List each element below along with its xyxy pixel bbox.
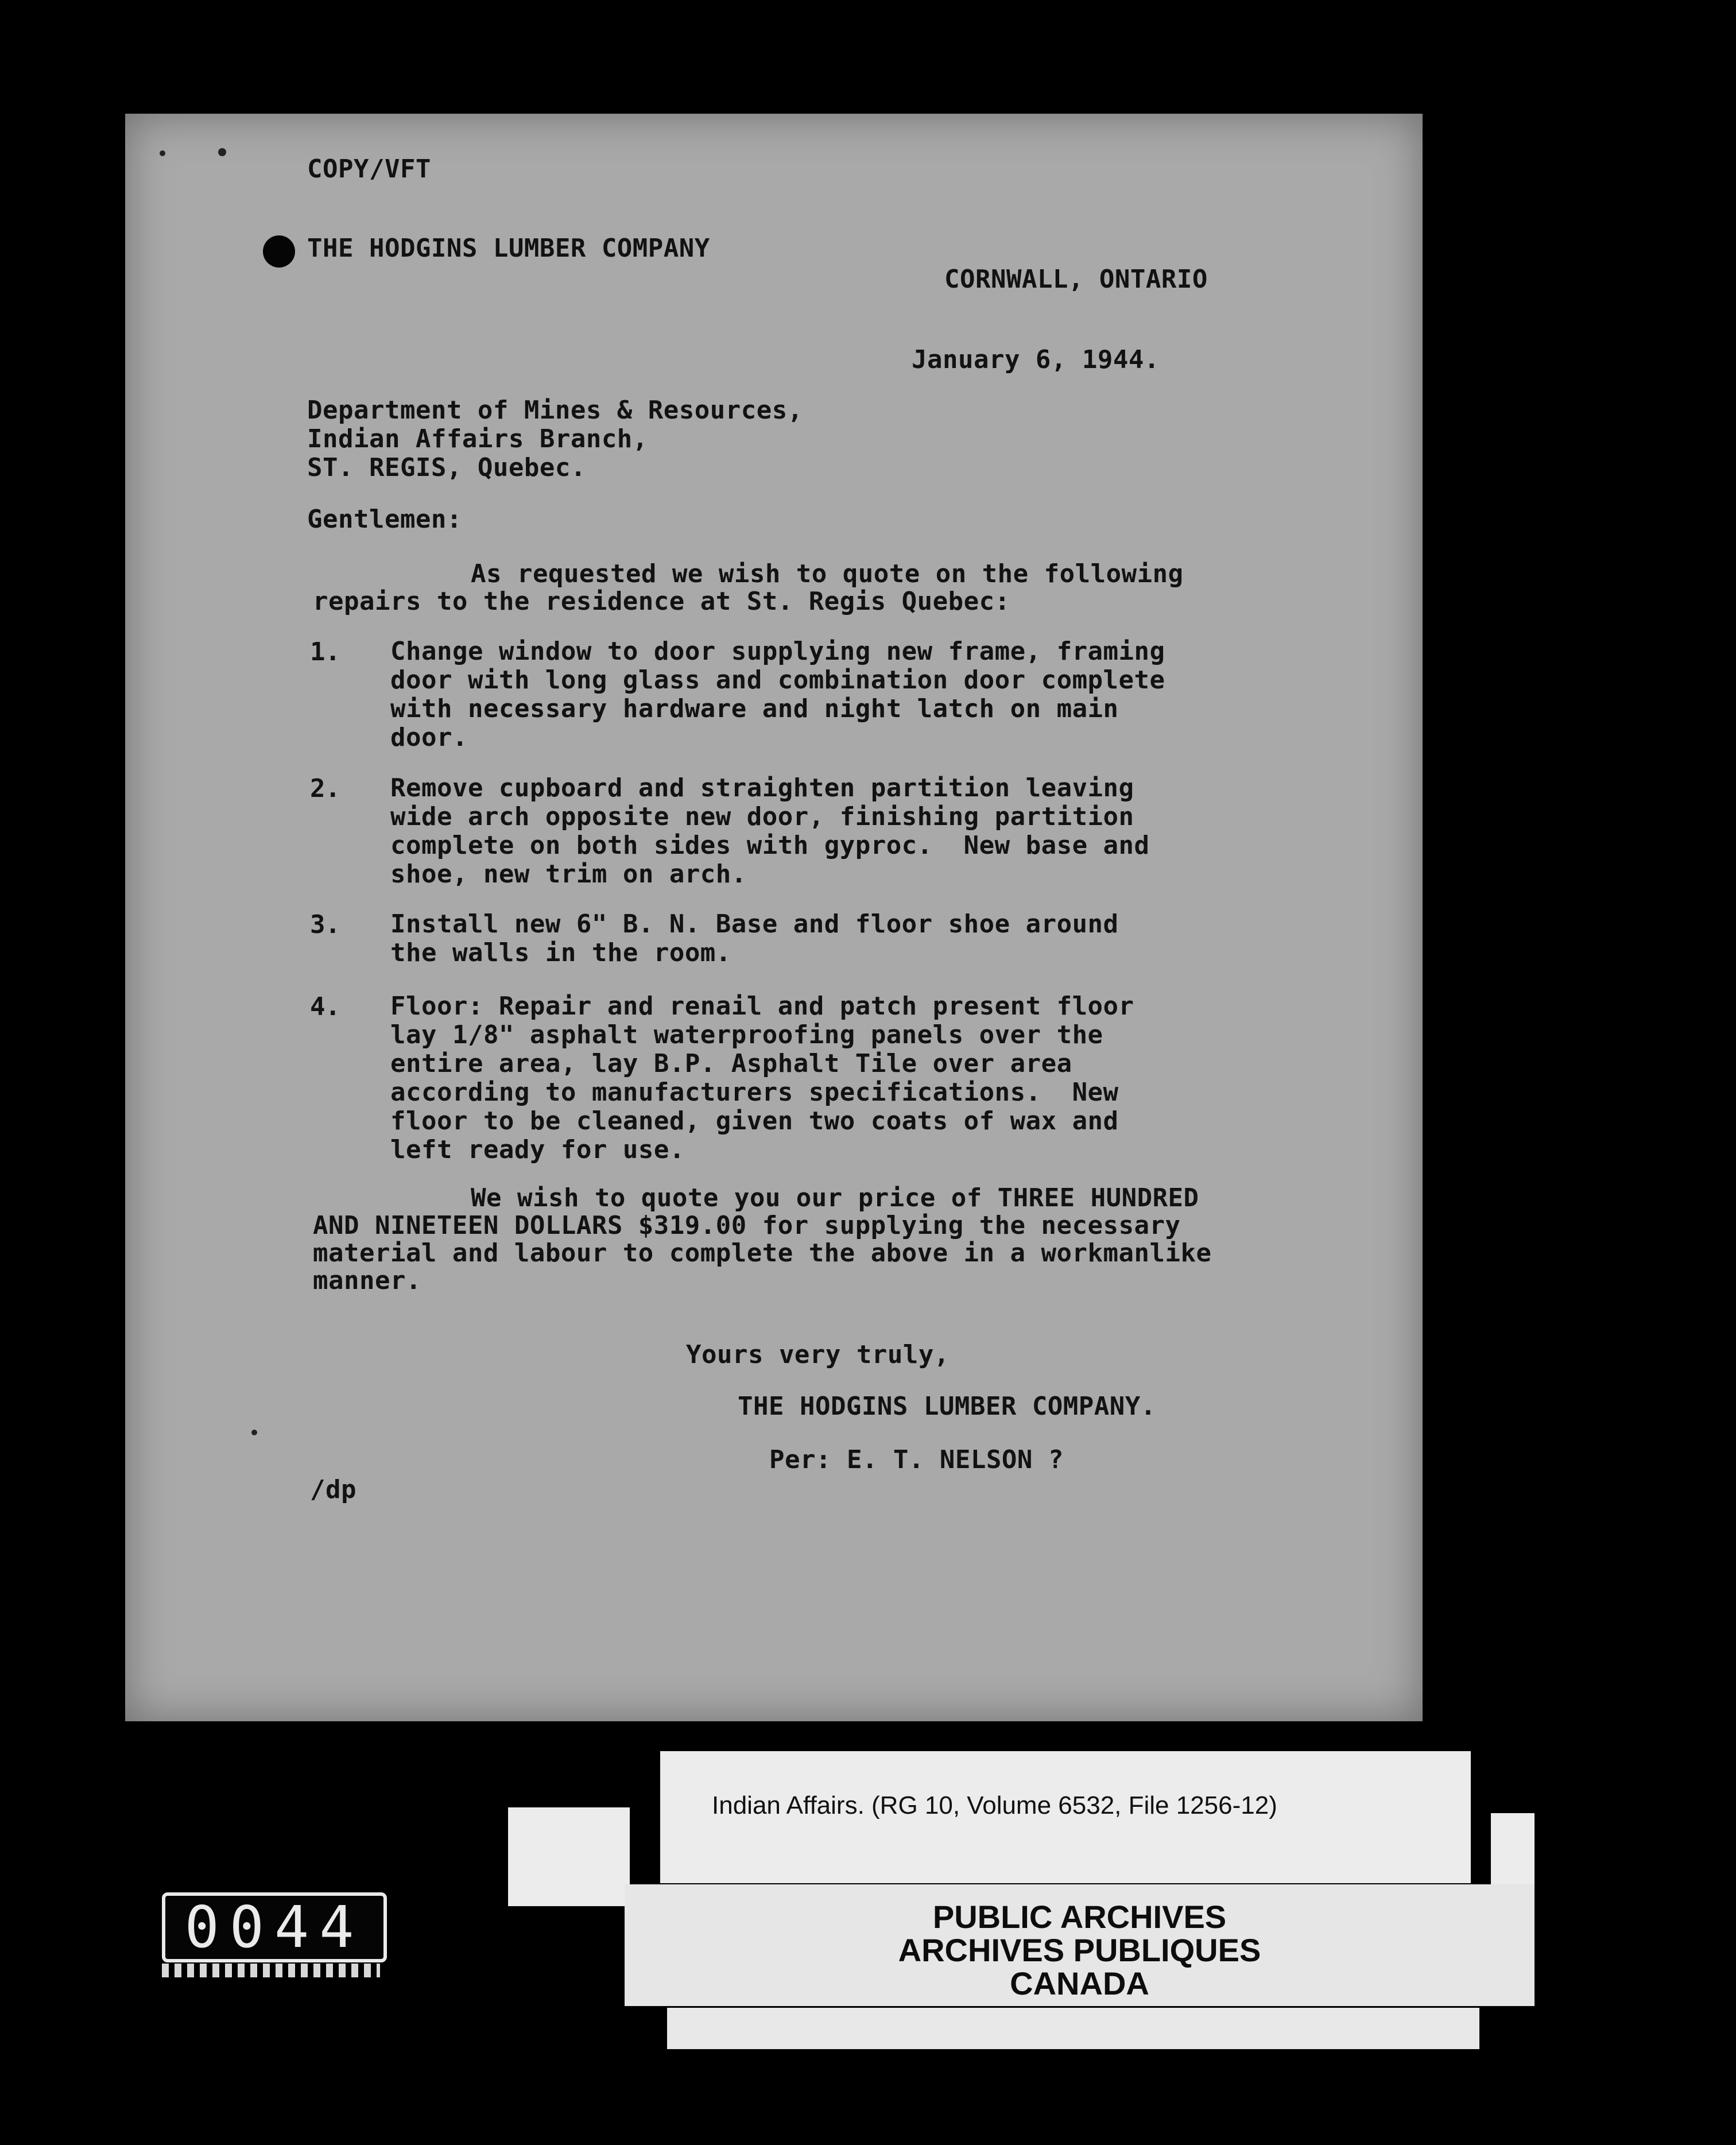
item-line: lay 1/8" asphalt waterproofing panels over the: [390, 1020, 1103, 1050]
intro-line: repairs to the residence at St. Regis Quebec:: [313, 587, 1010, 616]
recipient-line: Indian Affairs Branch,: [307, 424, 648, 454]
letter-date: January 6, 1944.: [912, 345, 1160, 374]
archive-card-bottom: [667, 2008, 1479, 2049]
archive-reference-card: [660, 1751, 1471, 1883]
intro-line: As requested we wish to quote on the following: [471, 559, 1184, 588]
item-line: entire area, lay B.P. Asphalt Tile over area: [390, 1049, 1072, 1078]
archive-stamp-card: [625, 1884, 1534, 2006]
quote-line: material and labour to complete the above in a workmanlike: [313, 1238, 1212, 1268]
film-perforations: [162, 1964, 380, 1977]
item-number: 4.: [310, 992, 340, 1021]
frame-number-counter: 0044: [162, 1892, 387, 1962]
item-line: Remove cupboard and straighten partition leaving: [390, 773, 1134, 803]
item-line: complete on both sides with gyproc. New base and: [390, 831, 1150, 860]
company-letterhead: THE HODGINS LUMBER COMPANY: [307, 234, 710, 263]
quote-line: We wish to quote you our price of THREE HUNDRED: [471, 1183, 1199, 1213]
stamp-line: PUBLIC ARCHIVES: [932, 1899, 1227, 1935]
item-line: shoe, new trim on arch.: [390, 859, 747, 889]
salutation: Gentlemen:: [307, 505, 462, 534]
recipient-line: Department of Mines & Resources,: [307, 396, 803, 425]
item-line: the walls in the room.: [390, 938, 731, 967]
stamp-line: CANADA: [1010, 1965, 1149, 2001]
item-line: according to manufacturers specifications. New: [390, 1078, 1119, 1107]
speck-mark: [160, 150, 165, 156]
item-line: wide arch opposite new door, finishing partition: [390, 802, 1134, 831]
item-line: left ready for use.: [390, 1135, 685, 1164]
signature-per: Per: E. T. NELSON ?: [769, 1445, 1064, 1474]
closing: Yours very truly,: [686, 1340, 950, 1369]
quote-line: AND NINETEEN DOLLARS $319.00 for supplying the necessary: [313, 1211, 1181, 1240]
punch-hole: [263, 235, 295, 268]
item-line: door.: [390, 723, 468, 752]
copy-mark: COPY/VFT: [307, 154, 431, 184]
speck-mark: [251, 1430, 257, 1435]
item-line: Floor: Repair and renail and patch present floor: [390, 992, 1134, 1021]
recipient-line: ST. REGIS, Quebec.: [307, 453, 586, 482]
item-number: 3.: [310, 910, 340, 939]
typist-initials: /dp: [310, 1475, 356, 1504]
item-line: door with long glass and combination door complete: [390, 665, 1165, 695]
item-line: floor to be cleaned, given two coats of wax and: [390, 1106, 1119, 1136]
item-line: Install new 6" B. N. Base and floor shoe around: [390, 909, 1119, 939]
archive-reference: Indian Affairs. (RG 10, Volume 6532, File 1256-12): [712, 1791, 1277, 1819]
item-number: 2.: [310, 774, 340, 803]
stamp-line: ARCHIVES PUBLIQUES: [898, 1932, 1261, 1968]
quote-line: manner.: [313, 1266, 421, 1295]
letter-location: CORNWALL, ONTARIO: [944, 265, 1208, 294]
speck-mark: [218, 148, 226, 156]
archive-card-tab: [508, 1807, 630, 1906]
item-number: 1.: [310, 637, 340, 667]
item-line: Change window to door supplying new frame, framing: [390, 637, 1165, 666]
signature-company: THE HODGINS LUMBER COMPANY.: [738, 1392, 1156, 1421]
item-line: with necessary hardware and night latch on main: [390, 694, 1119, 723]
